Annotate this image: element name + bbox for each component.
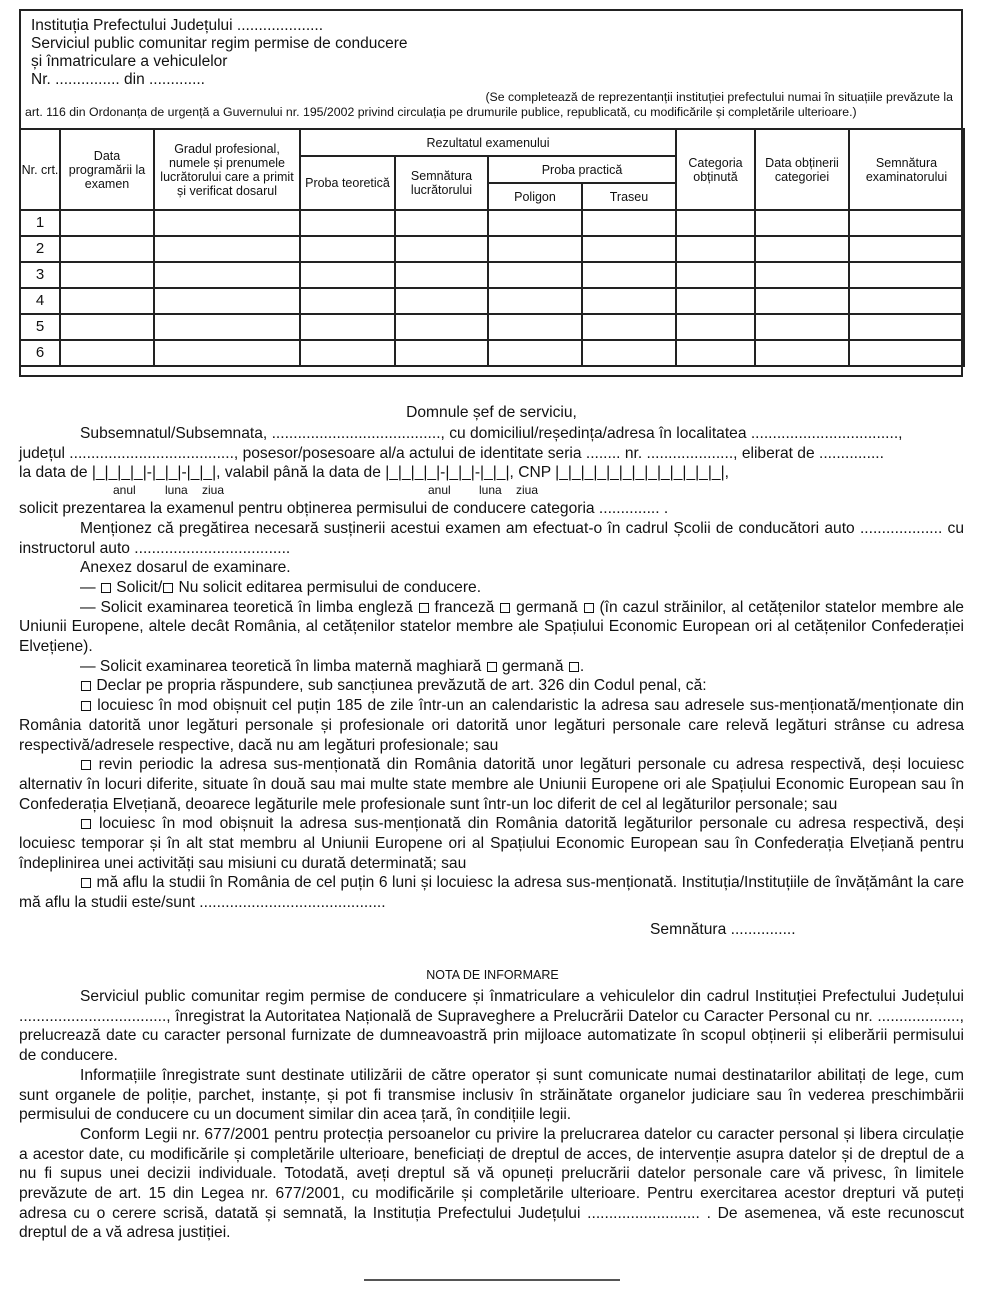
table-cell[interactable] [676, 262, 755, 288]
nota-paragraph-3: Conform Legii nr. 677/2001 pentru protecția persoanelor cu privire la prelucrarea datelor cu caracter personal și libera circulație a acestor date, cu modificările și completările ulterioare, beneficiați de dreptul de acces, de intervenție asupra datelor și de dreptul de a nu fi supus unei decizii individuale. Totodată, aveți dreptul să vă opuneți prelucrării datelor personale care vă privesc, în limitele prevăzute de art. 15 din Legea nr. 677/2001, cu modificările și completările ulterioare. Pentru exercitarea acestor drepturi vă puteți adresa cu o cerere scrisă, datată și semnată, la Instituția Prefectului Județului .......................... . De asemenea, vă este recunoscut dreptul de a vă adresa justiției. [19, 1125, 964, 1242]
label-month-2: luna [479, 483, 502, 498]
table-cell[interactable] [300, 288, 395, 314]
table-cell[interactable] [488, 262, 582, 288]
col-header-gradul: Gradul profesional, numele și prenumele lucrătorului care a primit și verificat dosarul [154, 129, 300, 210]
table-cell[interactable] [154, 236, 300, 262]
checkbox-germana[interactable] [584, 603, 594, 613]
table-cell[interactable] [60, 314, 154, 340]
table-cell[interactable] [395, 340, 488, 366]
table-cell[interactable] [60, 210, 154, 236]
applicant-paragraph [19, 424, 964, 913]
table-cell[interactable] [849, 288, 964, 314]
table-cell[interactable] [395, 262, 488, 288]
table-cell[interactable] [154, 340, 300, 366]
label-day-1: ziua [202, 483, 225, 498]
checkbox-franceza[interactable] [500, 603, 510, 613]
table-cell[interactable] [395, 236, 488, 262]
table-cell[interactable] [300, 314, 395, 340]
col-header-data-programarii: Data programării la examen [60, 129, 154, 210]
table-cell[interactable] [395, 314, 488, 340]
label-year-2: anul [428, 483, 451, 498]
table-cell[interactable] [582, 314, 676, 340]
table-cell[interactable] [849, 340, 964, 366]
table-cell[interactable] [154, 288, 300, 314]
col-header-proba-practica: Proba practică [488, 156, 676, 183]
table-cell[interactable] [676, 340, 755, 366]
table-cell[interactable] [154, 262, 300, 288]
col-header-poligon: Poligon [488, 183, 582, 210]
residence-text-1: locuiesc în mod obișnuit cel puțin 185 de zile într-un an calendaristic la adresa sau adresele sus-menționată/menționate din România datorită unor legături personale și profesionale ori datorită unor legături personale care relevă legături strânse cu adresa respectivă/adresele respective, dacă nu am legături profesionale; sau [19, 697, 964, 754]
foreign-language-option [19, 598, 964, 657]
table-cell[interactable] [154, 314, 300, 340]
footer-rule [364, 1279, 620, 1281]
table-cell[interactable] [488, 210, 582, 236]
table-row [20, 236, 964, 262]
residence-text-2: revin periodic la adresa sus-menționată din România datorită unor legături personale cu adresa respectivă, deși locuiesc alternativ în locuri diferite, situate în două sau mai multe state membre ale Uniunii Europene ori ale Spațiului Economic European sau în Confederația Elvețiană, deoarece legăturile mele profesionale sunt într-un loc diferit de cel al legăturilor personale; sau [19, 756, 964, 813]
col-header-semnatura-lucratorului: Semnătura lucrătorului [395, 156, 488, 210]
table-cell[interactable] [676, 314, 755, 340]
nu-solicit-label: Nu solicit editarea permisului de conducere. [174, 578, 482, 596]
annex-line: Anexez dosarul de examinare. [80, 559, 291, 577]
checkbox-residence-1[interactable] [81, 701, 91, 711]
table-cell[interactable] [849, 314, 964, 340]
checkbox-residence-4[interactable] [81, 878, 91, 888]
row-number: 6 [20, 340, 60, 366]
signature-field[interactable]: Semnătura ............... [650, 921, 796, 938]
checkbox-solicit[interactable] [101, 583, 111, 593]
institution-field[interactable]: Instituția Prefectului Județului .................... [31, 17, 324, 34]
franceza-label: franceză [429, 598, 500, 616]
service-line-2: și înmatriculare a vehiculelor [31, 53, 228, 70]
germana-materna-label: germană [497, 657, 568, 675]
table-cell[interactable] [488, 340, 582, 366]
checkbox-germana-materna[interactable] [569, 662, 579, 672]
col-header-nr: Nr. crt. [20, 129, 60, 210]
nota-paragraph-1: Serviciul public comunitar regim permise de conducere și înmatriculare a vehiculelor din cadrul Instituției Prefectului Județului .................................., înregistrat la Autoritatea Națională de Supraveghere a Prelucrării Datelor cu Caracter Personal cu nr. ..................., prelucrează date cu caracter personal furnizate de dumneavoastră prin mijloace automatizate în scopul obținerii și eliberării permisului de conducere. [19, 988, 964, 1065]
table-row [20, 262, 964, 288]
table-cell[interactable] [300, 262, 395, 288]
table-cell[interactable] [300, 236, 395, 262]
table-cell[interactable] [60, 340, 154, 366]
col-header-proba-teoretica: Proba teoretică [300, 156, 395, 210]
mother-tongue-option [19, 657, 964, 677]
table-cell[interactable] [60, 236, 154, 262]
residence-option-1 [19, 696, 964, 755]
checkbox-maghiara[interactable] [487, 662, 497, 672]
table-cell[interactable] [755, 314, 849, 340]
residence-option-4 [19, 873, 964, 912]
maghiara-label: — Solicit examinarea teoretică în limba maternă maghiară [80, 657, 486, 675]
table-cell[interactable] [582, 262, 676, 288]
row-number: 1 [20, 210, 60, 236]
col-header-data-obtinerii: Data obținerii categoriei [755, 129, 849, 210]
nota-title: NOTA DE INFORMARE [426, 968, 559, 982]
table-cell[interactable] [755, 262, 849, 288]
checkbox-residence-3[interactable] [81, 819, 91, 829]
table-row [20, 314, 964, 340]
germana-label: germană [511, 598, 583, 616]
table-cell[interactable] [676, 236, 755, 262]
table-row [20, 340, 964, 366]
table-cell[interactable] [676, 288, 755, 314]
row-number: 4 [20, 288, 60, 314]
table-cell[interactable] [154, 210, 300, 236]
table-cell[interactable] [395, 210, 488, 236]
table-cell[interactable] [849, 262, 964, 288]
period: . [579, 657, 585, 675]
table-cell[interactable] [582, 288, 676, 314]
table-cell[interactable] [60, 262, 154, 288]
declaration-option [19, 676, 964, 696]
table-cell[interactable] [60, 288, 154, 314]
applicant-line-3[interactable]: la data de |_|_|_|_|-|_|_|-|_|_|, valabil până la data de |_|_|_|_|-|_|_|-|_|_|, CNP |_|_|_|_|_|_|_|_|_|_|_|_|_|, [19, 464, 729, 482]
table-cell[interactable] [849, 210, 964, 236]
checkbox-declar[interactable] [81, 681, 91, 691]
col-header-traseu: Traseu [582, 183, 676, 210]
note-line-2: art. 116 din Ordonanța de urgență a Guvernului nr. 195/2002 privind circulația pe drumurile publice, republicată, cu modificările și completările ulterioare.) [25, 105, 857, 119]
table-row [20, 288, 964, 314]
engleza-label: — Solicit examinarea teoretică în limba engleză [80, 598, 418, 616]
table-cell[interactable] [582, 236, 676, 262]
label-year-1: anul [113, 483, 136, 498]
checkbox-residence-2[interactable] [81, 760, 91, 770]
note-line-1: (Se completează de reprezentanții instituției prefectului numai în situațiile prevăzute la [485, 90, 953, 104]
nota-body [19, 987, 964, 1243]
residence-text-3: locuiesc în mod obișnuit la adresa sus-menționată din România datorită legăturilor personale cu adresa respectivă, deși locuiesc temporar și în alt stat membru al Uniunii Europene ori al Spațiului Economic European sau în Confederația Elvețiană pentru îndeplinirea unei activități sau misiuni cu durată determinată; sau [19, 815, 964, 872]
table-cell[interactable] [488, 314, 582, 340]
residence-option-3 [19, 814, 964, 873]
residence-text-4[interactable]: mă aflu la studii în România de cel puțin 6 luni și locuiesc la adresa sus-menționată. Instituția/Instituțiile de învățământ la care mă aflu la studii este/sunt ........................................... [19, 874, 964, 912]
checkbox-nu-solicit[interactable] [163, 583, 173, 593]
declaration-text: Declar pe propria răspundere, sub sancțiunea prevăzută de art. 326 din Codul penal, că: [92, 677, 707, 695]
foreign-note: (în cazul străinilor, al cetățenilor statelor membre ale Uniunii Europene, altele decât România, al cetățenilor statelor membre ale Spațiului Economic European ori al cetățenilor Confederației Elvețiene). [19, 598, 964, 656]
table-cell[interactable] [488, 288, 582, 314]
table-row [20, 210, 964, 236]
applicant-line-2[interactable]: județul ......................................, posesor/posesoare al/a actului de identitate seria ........ nr. ...................., eliberat de ............... [19, 444, 884, 462]
table-cell[interactable] [395, 288, 488, 314]
applicant-line-4[interactable]: solicit prezentarea la examenul pentru obținerea permisului de conducere categoria .............. . [19, 500, 669, 518]
table-cell[interactable] [755, 288, 849, 314]
label-day-2: ziua [516, 483, 539, 498]
table-cell[interactable] [755, 210, 849, 236]
registration-number-field[interactable]: Nr. ............... din ............. [31, 71, 205, 88]
service-line-1: Serviciul public comunitar regim permise de conducere [31, 35, 408, 52]
solicit-label: Solicit/ [111, 578, 163, 596]
row-number: 5 [20, 314, 60, 340]
registration-box [19, 9, 963, 377]
exam-results-table [19, 128, 965, 367]
table-cell[interactable] [849, 236, 964, 262]
header-block [31, 17, 407, 89]
checkbox-engleza[interactable] [419, 603, 429, 613]
table-cell[interactable] [582, 210, 676, 236]
table-cell[interactable] [582, 340, 676, 366]
date-labels [19, 483, 964, 497]
nota-paragraph-2: Informațiile înregistrate sunt destinate utilizării de către operator și sunt comunicate numai destinatarilor abilitați de lege, cum sunt organele de poliție, parchet, instanțe, și pot fi transmise inclusiv în străinătate organelor judiciare sau în vederea preschimbării permisului de conducere cu un document similar din acea țară, în condițiile legii. [19, 1066, 964, 1124]
driving-school-paragraph[interactable]: Menționez că pregătirea necesară susținerii acestui examen am efectuat-o în cadrul Școlii de conducători auto ................... cu instructorul auto .................................... [19, 519, 964, 557]
applicant-line-1[interactable]: Subsemnatul/Subsemnata, ......................................., cu domiciliul/reședința/adresa în localitatea .................................., [80, 425, 903, 442]
dash: — [80, 578, 100, 596]
col-header-categoria: Categoria obținută [676, 129, 755, 210]
table-cell[interactable] [300, 340, 395, 366]
col-header-rezultatul: Rezultatul examenului [300, 129, 676, 156]
salutation: Domnule șef de serviciu, [406, 404, 577, 421]
completion-note [21, 90, 961, 120]
table-cell[interactable] [755, 340, 849, 366]
table-cell[interactable] [300, 210, 395, 236]
label-month-1: luna [165, 483, 188, 498]
license-edit-option [19, 578, 964, 598]
table-cell[interactable] [488, 236, 582, 262]
row-number: 2 [20, 236, 60, 262]
col-header-semnatura-examinatorului: Semnătura examinatorului [849, 129, 964, 210]
table-cell[interactable] [755, 236, 849, 262]
residence-option-2 [19, 755, 964, 814]
row-number: 3 [20, 262, 60, 288]
table-cell[interactable] [676, 210, 755, 236]
